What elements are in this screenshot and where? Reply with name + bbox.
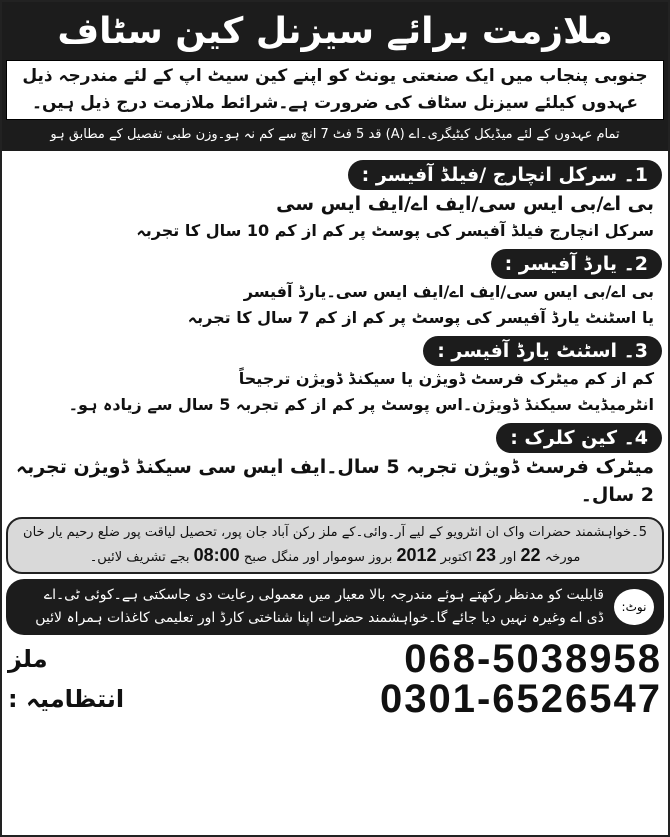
section-line: سرکل انچارج فیلڈ آفیسر کی پوسٹ پر کم از کم 10 سال کا تجربہ	[136, 221, 654, 240]
note-line: ڈی اے وغیرہ نہیں دیا جائے گا۔خواہشمند حضرات اپنا شناختی کارڈ اور تعلیمی کاغذات ہمراہ لائیں	[35, 610, 604, 626]
note-line: قابلیت کو مدنظر رکھتے ہوئے مندرجہ بالا معیار میں معمولی رعایت دی جاسکتی ہے۔کوئی ٹی۔اے	[43, 587, 604, 603]
section-line: انٹرمیڈیٹ سیکنڈ ڈویژن۔اس پوسٹ پر کم از کم تجربہ 5 سال سے زیادہ ہو۔	[68, 395, 654, 414]
section-line: میٹرک فرسٹ ڈویژن تجربہ 5 سال۔ایف ایس سی سیکنڈ ڈویژن تجربہ 2 سال۔	[15, 456, 654, 506]
interview-time: 08:00	[193, 545, 240, 565]
label-mills: ملز	[8, 645, 48, 673]
header-band	[2, 2, 668, 151]
phone-number-2: 0301-6526547	[379, 677, 662, 721]
date-days: بروز سوموار اور منگل صبح	[243, 550, 393, 565]
interview-date	[16, 544, 654, 569]
section-heading: 4۔ کین کلرک :	[496, 423, 662, 453]
interview-box	[6, 517, 664, 574]
section-line: یا اسٹنٹ یارڈ آفیسر کی پوسٹ پر کم از کم 7 سال کا تجربہ	[187, 308, 654, 327]
intro-line: عہدوں کیلئے سیزنل سٹاف کی ضرورت ہے۔شرائط ملازمت درج ذیل ہیں۔	[32, 93, 638, 113]
section-heading: 1۔ سرکل انچارج /فیلڈ آفیسر :	[348, 160, 662, 190]
date-year: 2012	[396, 545, 437, 565]
date-and: اور	[500, 550, 517, 565]
section-line: کم از کم میٹرک فرسٹ ڈویژن یا سیکنڈ ڈویژن ترجیحاً	[238, 369, 654, 388]
date-day2: 23	[476, 545, 497, 565]
interview-venue: 5۔خواہشمند حضرات واک ان انٹرویو کے لیے آر۔وائی۔کے ملز رکن آباد جان پور، تحصیل لیاقت پور ضلع رحیم یار خان	[23, 525, 647, 540]
contact-block	[2, 635, 668, 721]
ad-title: ملازمت برائے سیزنل کین سٹاف	[57, 11, 613, 52]
note-badge: نوٹ:	[614, 589, 654, 625]
note-box	[6, 579, 664, 635]
label-management: انتظامیہ :	[8, 685, 125, 713]
intro-line: جنوبی پنجاب میں ایک صنعتی یونٹ کو اپنے کین سیٹ اپ کے لئے مندرجہ ذیل	[22, 66, 648, 86]
section-heading: 3۔ اسٹنٹ یارڈ آفیسر :	[423, 336, 662, 366]
intro-box	[6, 60, 664, 120]
date-day1: 22	[520, 545, 541, 565]
note-text	[16, 584, 604, 630]
medical-requirement: تمام عہدوں کے لئے میڈیکل کیٹیگری۔اے (A) قد 5 فٹ 7 انچ سے کم نہ ہو۔وزن طبی تفصیل کے مطابق ہو	[50, 127, 620, 142]
date-prefix: مورخہ	[544, 550, 581, 565]
job-sections	[2, 151, 668, 511]
section-heading: 2۔ یارڈ آفیسر :	[491, 249, 662, 279]
date-month: اکتوبر	[440, 550, 472, 565]
date-suffix: بجے تشریف لائیں۔	[89, 550, 190, 565]
section-line: بی اے/بی ایس سی/ایف اے/ایف ایس سی۔یارڈ آفیسر	[243, 282, 654, 301]
section-line: بی اے/بی ایس سی/ایف اے/ایف ایس سی	[276, 193, 654, 215]
phone-number-1: 068-5038958	[404, 637, 662, 681]
